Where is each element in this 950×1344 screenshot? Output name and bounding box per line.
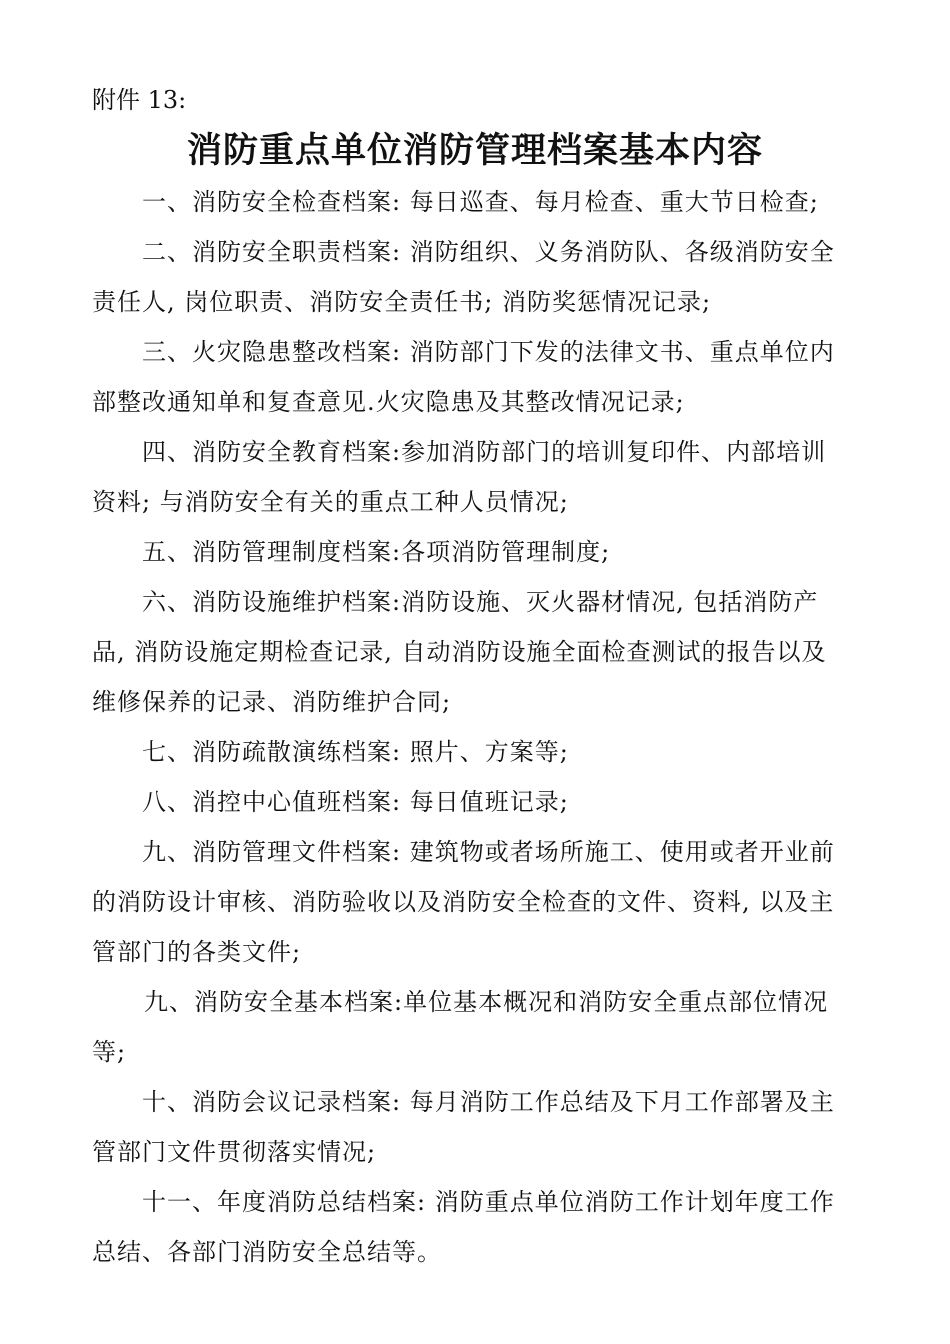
item-3-line-2: 部整改通知单和复查意见.火灾隐患及其整改情况记录; (92, 388, 685, 416)
item-2-line-1: 二、消防安全职责档案: 消防组织、义务消防队、各级消防安全 (142, 238, 835, 266)
item-1-line-1: 一、消防安全检查档案: 每日巡查、每月检查、重大节日检查; (142, 188, 819, 216)
item-11-line-1: 十一、年度消防总结档案: 消防重点单位消防工作计划年度工作 (142, 1188, 835, 1216)
item-3-line-1: 三、火灾隐患整改档案: 消防部门下发的法律文书、重点单位内 (142, 338, 835, 366)
item-10-line-1: 十、消防会议记录档案: 每月消防工作总结及下月工作部署及主 (142, 1088, 835, 1116)
item-9b-line-1: 九、消防安全基本档案:单位基本概况和消防安全重点部位情况 (144, 988, 829, 1016)
item-11-line-2: 总结、各部门消防安全总结等。 (92, 1238, 442, 1266)
item-9-line-3: 管部门的各类文件; (92, 938, 302, 966)
item-6-line-3: 维修保养的记录、消防维护合同; (92, 688, 452, 716)
document-title: 消防重点单位消防管理档案基本内容 (186, 131, 763, 171)
item-9-line-2: 的消防设计审核、消防验收以及消防安全检查的文件、资料, 以及主 (92, 888, 835, 916)
item-8-line-1: 八、消控中心值班档案: 每日值班记录; (142, 788, 569, 816)
item-7-line-1: 七、消防疏散演练档案: 照片、方案等; (142, 738, 569, 766)
item-4-line-2: 资料; 与消防安全有关的重点工种人员情况; (92, 488, 569, 516)
item-6-line-2: 品, 消防设施定期检查记录, 自动消防设施全面检查测试的报告以及 (92, 638, 827, 666)
item-9b-line-2: 等; (92, 1038, 127, 1066)
item-2-line-2: 责任人, 岗位职责、消防安全责任书; 消防奖惩情况记录; (92, 288, 712, 316)
item-4-line-1: 四、消防安全教育档案:参加消防部门的培训复印件、内部培训 (142, 438, 827, 466)
item-5-line-1: 五、消防管理制度档案:各项消防管理制度; (142, 538, 611, 566)
annex-label: 附件 13: (92, 86, 187, 114)
document-body (92, 177, 862, 1277)
item-9-line-1: 九、消防管理文件档案: 建筑物或者场所施工、使用或者开业前 (142, 838, 835, 866)
item-10-line-2: 管部门文件贯彻落实情况; (92, 1138, 377, 1166)
item-6-line-1: 六、消防设施维护档案:消防设施、灭火器材情况, 包括消防产 (142, 588, 819, 616)
